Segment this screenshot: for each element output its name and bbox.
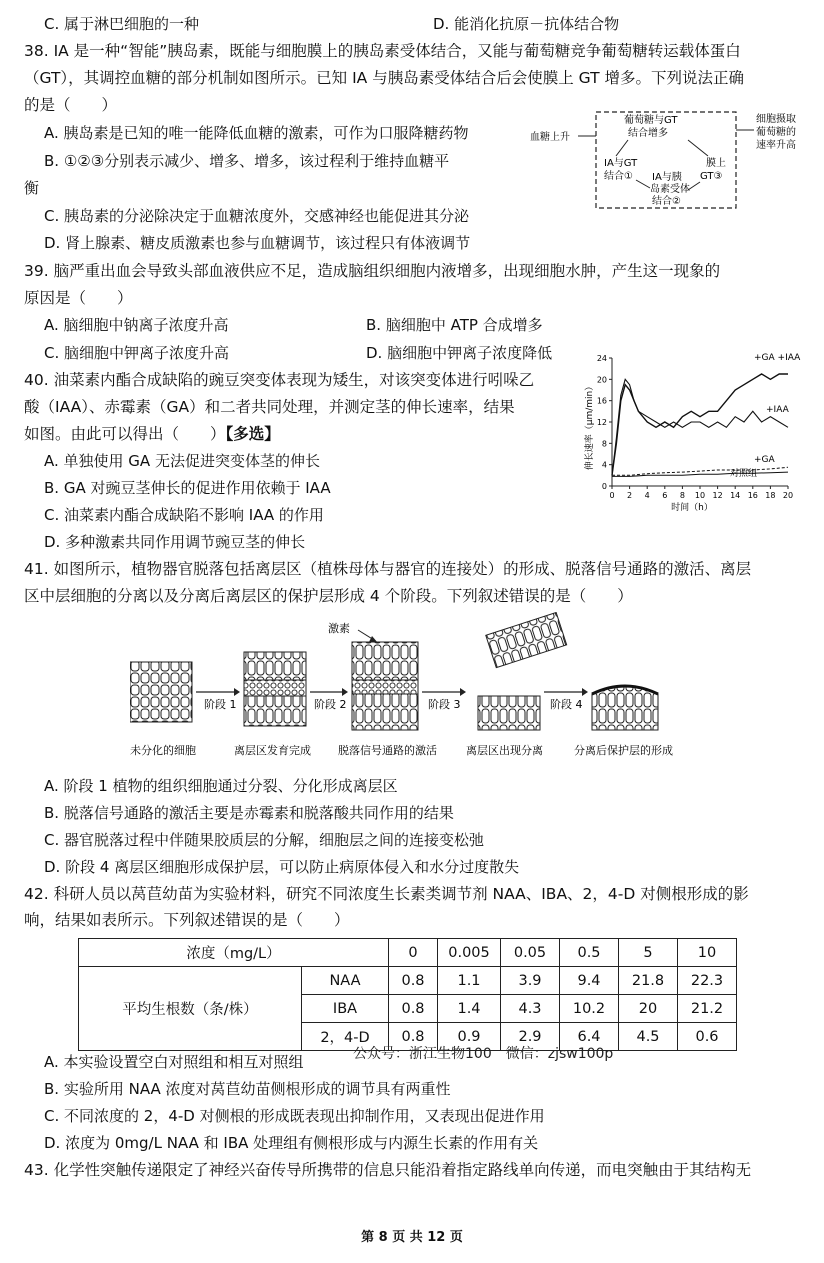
caption-signal: 脱落信号通路的激活 — [338, 744, 437, 757]
chart-x-tick-label: 8 — [679, 491, 685, 500]
q40-option-c: C. 油菜素内酯合成缺陷不影响 IAA 的作用 — [44, 506, 324, 524]
q38-diagram-bot1: IA与胰 — [652, 172, 682, 183]
table-cell: 21.8 — [619, 967, 678, 995]
chart-x-tick-label: 2 — [627, 491, 633, 500]
q39-stem-line1: 39. 脑严重出血会导致头部血液供应不足，造成脑组织细胞内液增多，出现细胞水肿，产生这一现象的 — [24, 262, 721, 280]
table-row-name: NAA — [302, 967, 389, 995]
table-cell: 0.8 — [389, 967, 438, 995]
q38-diagram-midr2: GT③ — [700, 171, 723, 182]
q42-option-a: A. 本实验设置空白对照组和相互对照组 — [44, 1053, 304, 1071]
q40-stem-line2: 酸（IAA）、赤霉素（GA）和二者共同处理，并测定茎的伸长速率，结果 — [24, 398, 515, 416]
q40-stem-line3 — [24, 424, 280, 444]
caption-protective: 分离后保护层的形成 — [574, 744, 673, 757]
q42-results-table — [78, 938, 737, 1051]
q42-option-b: B. 实验所用 NAA 浓度对莴苣幼苗侧根形成的调节具有两重性 — [44, 1080, 451, 1098]
table-row-name: IBA — [302, 995, 389, 1023]
q38-diagram-midr1: 膜上 — [706, 158, 726, 169]
stage1-label: 阶段 1 — [204, 698, 237, 711]
chart-y-tick-label: 20 — [596, 375, 607, 385]
q38-diagram — [528, 108, 818, 214]
table-concentration-header: 浓度（mg/L） — [79, 939, 389, 967]
stage2-label: 阶段 2 — [314, 698, 347, 711]
chart-ylabel: 伸长速率（μm/min） — [585, 381, 595, 471]
q38-option-b: B. ①②③分别表示减少、增多、增多，该过程利于维持血糖平 — [44, 152, 450, 170]
q38-diagram-bot3: 结合② — [652, 196, 681, 207]
chart-x-tick-label: 14 — [730, 491, 741, 500]
chart-y-tick-label: 16 — [596, 396, 607, 406]
q41-option-b: B. 脱落信号通路的激活主要是赤霉素和脱落酸共同作用的结果 — [44, 804, 454, 822]
table-conc-3: 0.5 — [560, 939, 619, 967]
q40-option-d: D. 多种激素共同作用调节豌豆茎的伸长 — [44, 533, 306, 551]
q38-stem-line1: 38. IA 是一种“智能”胰岛素，既能与细胞膜上的胰岛素受体结合，又能与葡萄糖竞争葡萄糖转运载体蛋白 — [24, 42, 741, 60]
q38-diagram-top1: 葡萄糖与GT — [624, 115, 678, 126]
chart-xlabel: 时间（h） — [671, 503, 713, 513]
series-label-ga: +GA — [754, 455, 775, 465]
q38-stem-line3: 的是（ ） — [24, 96, 118, 114]
table-cell: 2.9 — [501, 1023, 560, 1051]
q38-diagram-top2: 结合增多 — [628, 128, 668, 139]
table-conc-2: 0.05 — [501, 939, 560, 967]
table-cell: 1.4 — [438, 995, 501, 1023]
caption-separation-layer: 离层区发育完成 — [234, 744, 311, 757]
table-cell: 21.2 — [678, 995, 737, 1023]
q40-stem-line3-text: 如图。由此可以得出（ ） — [24, 425, 226, 443]
tissue-separation-zone — [478, 696, 540, 730]
table-cell: 4.5 — [619, 1023, 678, 1051]
q39-stem-line2: 原因是（ ） — [24, 289, 133, 307]
q40-multi-select-tag: 【多选】 — [225, 425, 280, 443]
q41-option-d: D. 阶段 4 离层区细胞形成保护层，可以防止病原体侵入和水分过度散失 — [44, 858, 520, 876]
chart-x-tick-label: 18 — [765, 491, 776, 500]
table-cell: 0.8 — [389, 1023, 438, 1051]
tissue-separation-layer-developed — [244, 652, 306, 726]
q38-diagram-right3: 速率升高 — [756, 140, 796, 151]
chart-x-tick-label: 10 — [694, 491, 706, 500]
table-cell: 3.9 — [501, 967, 560, 995]
chart-x-tick-label: 12 — [712, 491, 723, 500]
q38-diagram-left-label: 血糖上升 — [530, 132, 570, 143]
q41-option-a: A. 阶段 1 植物的组织细胞通过分裂、分化形成离层区 — [44, 777, 398, 795]
stage4-label: 阶段 4 — [550, 698, 583, 711]
q41-option-c: C. 器官脱落过程中伴随果胶质层的分解，细胞层之间的连接变松弛 — [44, 831, 485, 849]
q41-stem-line2: 区中层细胞的分离以及分离后离层区的保护层形成 4 个阶段。下列叙述错误的是（ ） — [24, 587, 633, 605]
q38-option-c: C. 胰岛素的分泌除决定于血糖浓度外，交感神经也能促进其分泌 — [44, 207, 470, 225]
q39-option-b: B. 脑细胞中 ATP 合成增多 — [366, 316, 543, 334]
chart-x-tick-label: 4 — [644, 491, 650, 500]
q43-stem-line1: 43. 化学性突触传递限定了神经兴奋传导所携带的信息只能沿着指定路线单向传递，而电突触由于其结构无 — [24, 1161, 752, 1179]
table-conc-4: 5 — [619, 939, 678, 967]
q38-diagram-midl1: IA与GT — [604, 158, 638, 169]
table-row-name: 2，4-D — [302, 1023, 389, 1051]
table-cell: 6.4 — [560, 1023, 619, 1051]
q38-diagram-midl2: 结合① — [604, 171, 633, 182]
table-cell: 4.3 — [501, 995, 560, 1023]
q42-stem-line2: 响，结果如表所示。下列叙述错误的是（ ） — [24, 911, 350, 929]
table-cell: 10.2 — [560, 995, 619, 1023]
table-conc-5: 10 — [678, 939, 737, 967]
q38-option-d: D. 肾上腺素、糖皮质激素也参与血糖调节，该过程只有体液调节 — [44, 234, 471, 252]
stage3-label: 阶段 3 — [428, 698, 461, 711]
q39-option-a: A. 脑细胞中钠离子浓度升高 — [44, 316, 229, 334]
q38-diagram-right2: 葡萄糖的 — [756, 127, 796, 138]
table-cell: 1.1 — [438, 967, 501, 995]
page-footer: 第 8 页 共 12 页 — [361, 1230, 463, 1245]
q38-diagram-bot2: 岛素受体 — [650, 184, 690, 195]
table-cell: 0.9 — [438, 1023, 501, 1051]
table-row-header: 平均生根数（条/株） — [79, 967, 302, 1051]
chart-y-tick-label: 0 — [601, 482, 607, 491]
tissue-separated-organ — [486, 612, 567, 667]
chart-x-tick-label: 20 — [782, 491, 794, 500]
q37-option-c: C. 属于淋巴细胞的一种 — [44, 15, 200, 33]
table-cell: 22.3 — [678, 967, 737, 995]
table-cell: 20 — [619, 995, 678, 1023]
caption-undifferentiated: 未分化的细胞 — [130, 744, 196, 757]
q41-stem-line1: 41. 如图所示，植物器官脱落包括离层区（植株母体与器官的连接处）的形成、脱落信号通路的激活、离层 — [24, 560, 752, 578]
chart-y-tick-label: 24 — [596, 354, 607, 363]
table-conc-0: 0 — [389, 939, 438, 967]
q42-stem-line1: 42. 科研人员以莴苣幼苗为实验材料，研究不同浓度生长素类调节剂 NAA、IBA、2，4-D 对侧根形成的影 — [24, 885, 749, 903]
table-cell: 0.6 — [678, 1023, 737, 1051]
q41-abscission-diagram — [130, 612, 750, 762]
tissue-protective-layer — [592, 686, 658, 730]
q39-option-c: C. 脑细胞中钾离子浓度升高 — [44, 344, 230, 362]
q38-option-b-cont: 衡 — [24, 179, 40, 197]
q42-option-c: C. 不同浓度的 2，4-D 对侧根的形成既表现出抑制作用，又表现出促进作用 — [44, 1107, 545, 1125]
q42-option-d: D. 浓度为 0mg/L NAA 和 IBA 处理组有侧根形成与内源生长素的作用有关 — [44, 1134, 539, 1152]
q39-option-d: D. 脑细胞中钾离子浓度降低 — [366, 344, 553, 362]
q38-diagram-right1: 细胞摄取 — [756, 114, 796, 125]
table-conc-1: 0.005 — [438, 939, 501, 967]
q38-stem-line2: （GT），其调控血糖的部分机制如图所示。已知 IA 与胰岛素受体结合后会使膜上 GT 增多。下列说法正确 — [24, 69, 744, 87]
q40-line-chart — [582, 346, 804, 516]
q37-option-d: D. 能消化抗原－抗体结合物 — [433, 15, 620, 33]
q40-stem-line1: 40. 油菜素内酯合成缺陷的豌豆突变体表现为矮生，对该突变体进行吲哚乙 — [24, 371, 535, 389]
series-label-control: 对照组 — [730, 469, 758, 479]
chart-y-tick-label: 12 — [596, 418, 607, 427]
caption-separation: 离层区出现分离 — [466, 744, 543, 757]
chart-x-tick-label: 16 — [747, 491, 758, 500]
q38-option-a: A. 胰岛素是已知的唯一能降低血糖的激素，可作为口服降糖药物 — [44, 124, 469, 142]
chart-x-tick-label: 0 — [609, 491, 615, 500]
watermark: 公众号：浙江生物100 微信：zjsw100p — [353, 1046, 614, 1062]
tissue-undifferentiated — [130, 662, 192, 722]
hormone-label: 激素 — [328, 622, 350, 635]
series-label-ga-iaa: +GA +IAA — [754, 353, 801, 363]
q40-option-a: A. 单独使用 GA 无法促进突变体茎的伸长 — [44, 452, 320, 470]
tissue-signal-activation — [352, 642, 418, 730]
chart-x-tick-label: 6 — [662, 491, 668, 500]
q40-option-b: B. GA 对豌豆茎伸长的促进作用依赖于 IAA — [44, 479, 331, 497]
table-cell: 0.8 — [389, 995, 438, 1023]
chart-y-tick-label: 8 — [601, 439, 607, 449]
chart-y-tick-label: 4 — [601, 460, 607, 470]
table-cell: 9.4 — [560, 967, 619, 995]
series-label-iaa: +IAA — [766, 405, 789, 415]
